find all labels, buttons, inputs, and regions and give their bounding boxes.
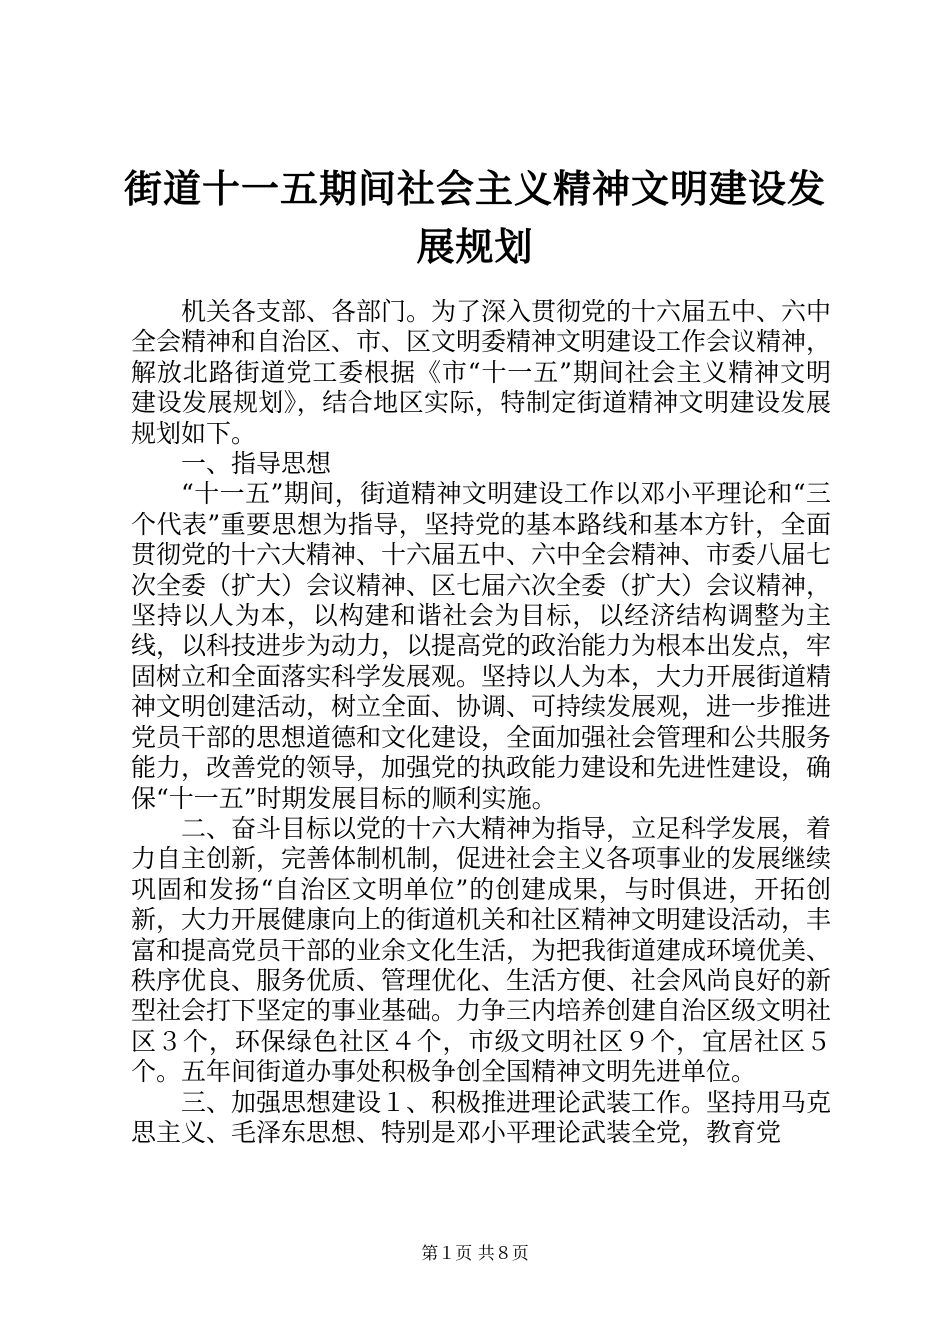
- page-number-footer: 第１页 共８页: [421, 1244, 529, 1264]
- intro-paragraph: 机关各支部、各部门。为了深入贯彻党的十六届五中、六中全会精神和自治区、市、区文明委精神文明建设工作会议精神，解放北路街道党工委根据《市“十一五”期间社会主义精神文明建设发展规划》，结合地区实际，特制定街道精神文明建设发展规划如下。: [131, 297, 832, 448]
- goals-paragraph: 二、奋斗目标以党的十六大精神为指导，立足科学发展，着力自主创新，完善体制机制，促进社会主义各项事业的发展继续巩固和发扬“自治区文明单位”的创建成果，与时俱进，开拓创新，大力开展健康向上的街道机关和社区精神文明建设活动，丰富和提高党员干部的业余文化生活，为把我街道建成环境优美、秩序优良、服务优质、管理优化、生活方便、社会风尚良好的新型社会打下坚定的事业基础。力争三内培养创建自治区级文明社区３个，环保绿色社区４个，市级文明社区９个，宜居社区５个。五年间街道办事处积极争创全国精神文明先进单位。: [131, 813, 832, 1087]
- section-heading-guiding-thought: 一、指导思想: [181, 449, 332, 479]
- guiding-thought-paragraph: “十一五”期间，街道精神文明建设工作以邓小平理论和“三个代表”重要思想为指导，坚持党的基本路线和基本方针，全面贯彻党的十六大精神、十六届五中、六中全会精神、市委八届七次全委（扩大）会议精神、区七届六次全委（扩大）会议精神，坚持以人为本，以构建和谐社会为目标，以经济结构调整为主线，以科技进步为动力，以提高党的政治能力为根本出发点，牢固树立和全面落实科学发展观。坚持以人为本，大力开展街道精神文明创建活动，树立全面、协调、可持续发展观，进一步推进党员干部的思想道德和文化建设，全面加强社会管理和公共服务能力，改善党的领导，加强党的执政能力建设和先进性建设，确保“十一五”时期发展目标的顺利实施。: [131, 479, 832, 813]
- document-title: 街道十一五期间社会主义精神文明建设发展规划: [123, 166, 826, 269]
- document-body: [131, 297, 831, 1148]
- ideology-paragraph: 三、加强思想建设１、积极推进理论武装工作。坚持用马克思主义、毛泽东思想、特别是邓小平理论武装全党，教育党: [131, 1087, 832, 1147]
